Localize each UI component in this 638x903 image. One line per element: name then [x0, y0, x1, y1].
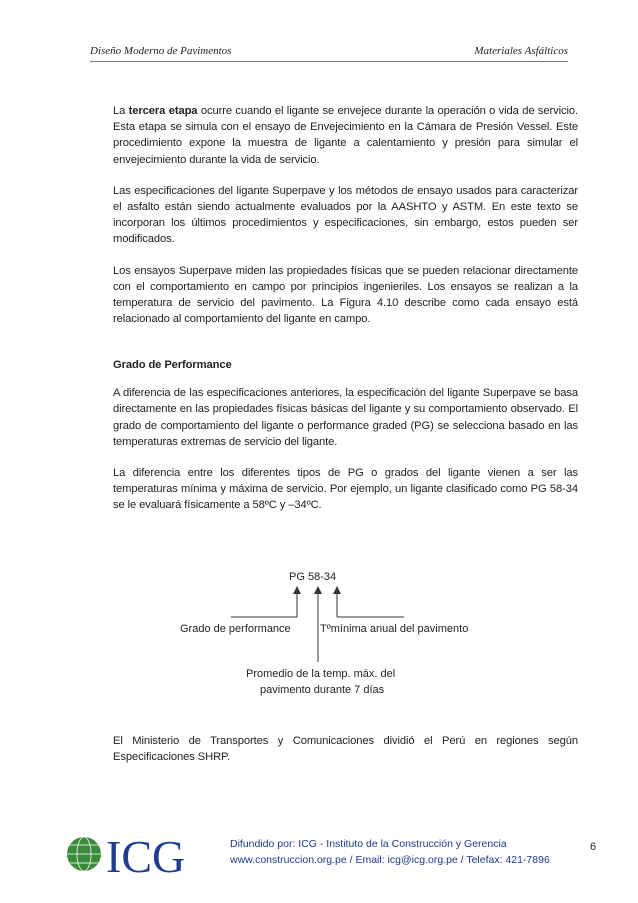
- logo-text: ICG: [106, 832, 186, 876]
- temp-minima-label: Tºmínima anual del pavimento: [320, 623, 469, 635]
- paragraph-tercera-etapa: [113, 103, 578, 168]
- page-header: [90, 43, 568, 62]
- p1-pre: La: [113, 105, 129, 117]
- paragraph-ensayos: Los ensayos Superpave miden las propiedades físicas que se pueden relacionar directamente con el comportamiento en campo por principios ingenieriles. Los ensayos se realizan a la temperatura de servicio del pavimento. La Figura 4.10 describe como cada ensayo está relacionado al comportamiento del ligante en campo.: [113, 264, 578, 326]
- paragraph-ministerio: El Ministerio de Transportes y Comunicaciones dividió el Perú en regiones según Especificaciones SHRP.: [113, 735, 578, 764]
- header-right-title: Materiales Asfálticos: [474, 45, 568, 57]
- paragraph-diferencia-especificaciones: A diferencia de las especificaciones anteriores, la especificación del ligante Superpave se basa directamente en las propiedades físicas básicas del ligante y su comportamiento observado. El grado de comportamiento del ligante o performance graded (PG) se selecciona basado en las temperaturas extremas de servicio del ligante.: [113, 387, 578, 448]
- page-number: 6: [590, 841, 597, 853]
- icg-logo-graphic: [64, 832, 194, 876]
- grado-performance-label: Grado de performance: [180, 623, 291, 635]
- footer-line2: www.construccion.org.pe / Email: icg@icg.org.pe / Telefax: 421-7896: [230, 854, 550, 866]
- body-text-bottom: [113, 733, 578, 780]
- body-text-top: [113, 103, 578, 342]
- icg-logo: [64, 832, 194, 876]
- paragraph-especificaciones: Las especificaciones del ligante Superpave y los métodos de ensayo usados para caracterizar el asfalto están siendo actualmente evaluados por la AASHTO y ASTM. En este texto se incorporan los últimos procedimientos y especificaciones, sin embargo, estos pueden ser modificados.: [113, 184, 578, 246]
- p1-bold: tercera etapa: [128, 105, 198, 117]
- header-left-title: Diseño Moderno de Pavimentos: [90, 45, 232, 57]
- paragraph-diferencia-pg: La diferencia entre los diferentes tipos de PG o grados del ligante vienen a ser las temperaturas mínima y máxima de servicio. Por ejemplo, un ligante clasificado como PG 58-34 se le evaluará físicamente a 58ºC y –34ºC.: [113, 467, 578, 512]
- temp-maxima-label-line2: pavimento durante 7 días: [260, 684, 385, 696]
- section-title-grado: Grado de Performance: [113, 359, 232, 371]
- footer-text: [230, 836, 550, 868]
- temp-maxima-label-line1: Promedio de la temp. máx. del: [246, 668, 396, 680]
- body-text-section: [113, 357, 578, 529]
- pg-code-label: PG 58-34: [289, 571, 337, 583]
- footer-line1: Difundido por: ICG - Instituto de la Construcción y Gerencia: [230, 838, 507, 850]
- p1-post: ocurre cuando el ligante se envejece durante la operación o vida de servicio. Esta etapa se simula con el ensayo de Envejecimiento en la Cámara de Presión Vessel. Este procedimiento expone la muestra de ligante a calentamiento y presión para simular el envejecimiento durante la vida de servicio.: [113, 105, 578, 166]
